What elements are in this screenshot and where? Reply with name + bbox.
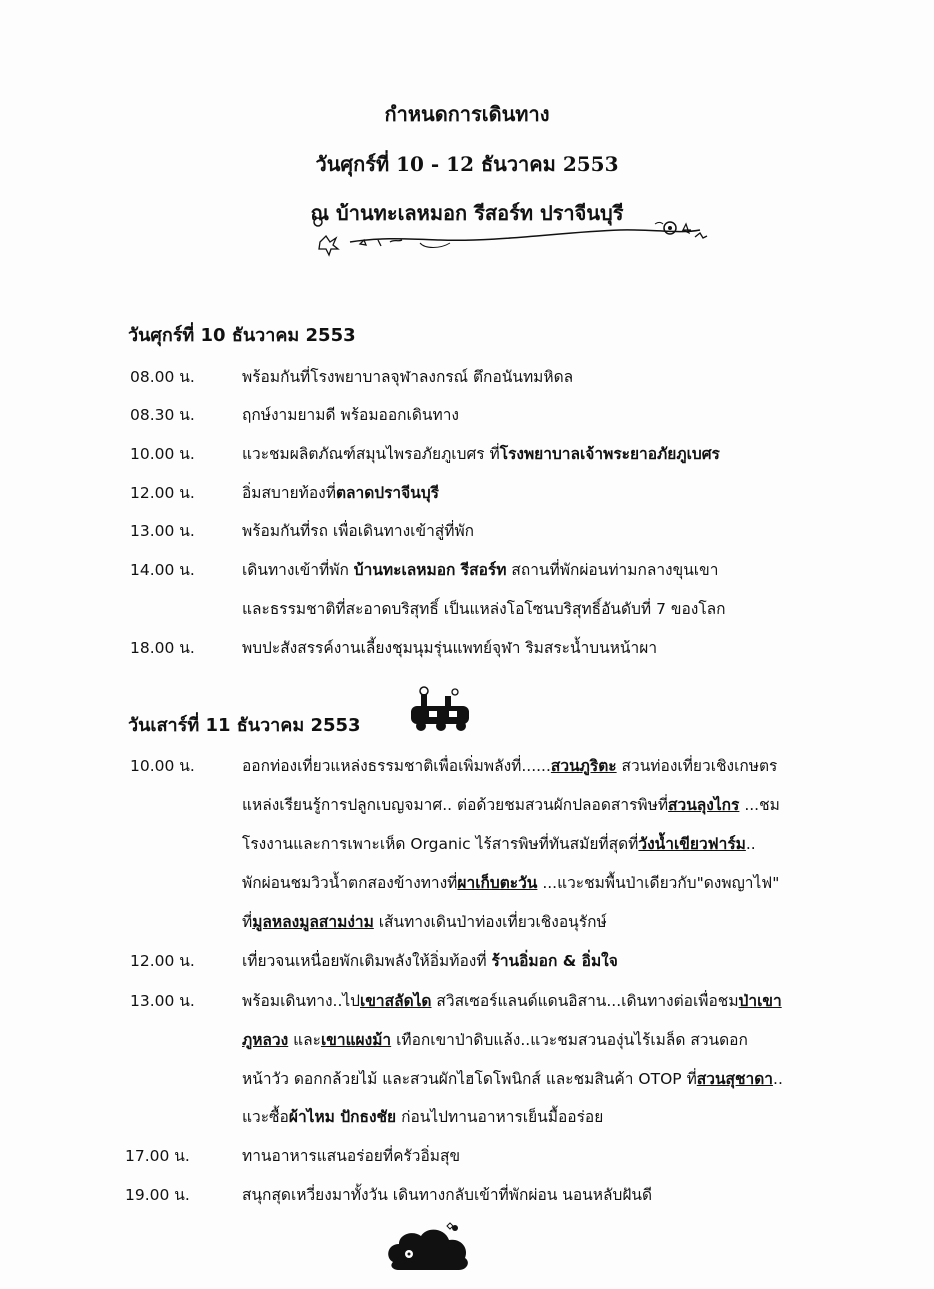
schedule-text: โรงงานและการเพาะเห็ด Organic ไร้สารพิษที่ทันสมัยที่สุดที่วังน้ำเขียวฟาร์ม.. <box>242 835 756 853</box>
schedule-text: และธรรมชาติที่สะอาดบริสุทธิ์ เป็นแหล่งโอโซนบริสุทธิ์อันดับที่ 7 ของโลก <box>242 600 726 618</box>
schedule-text: ฤกษ์งามยามดี พร้อมออกเดินทาง <box>242 406 459 424</box>
schedule-text: พบปะสังสรรค์งานเลี้ยงชุมนุมรุ่นแพทย์จุฬา ริมสระน้ำบนหน้าผา <box>242 639 658 657</box>
schedule-time: 17.00 น. <box>125 1147 190 1165</box>
schedule-text: หน้าวัว ดอกกล้วยไม้ และสวนผักไฮโดโพนิกส์ และชมสินค้า OTOP ที่สวนสุชาดา.. <box>242 1070 783 1088</box>
cartoon-sleeping-cloud-icon <box>385 1222 473 1272</box>
itinerary-dates: วันศุกร์ที่ 10 - 12 ธันวาคม 2553 <box>315 152 619 176</box>
itinerary-venue: ณ บ้านทะเลหมอก รีสอร์ท ปราจีนบุรี <box>310 201 624 225</box>
schedule-time: 10.00 น. <box>130 757 195 775</box>
itinerary-title: กำหนดการเดินทาง <box>384 102 550 126</box>
schedule-text: ภูหลวง และเขาแผงม้า เทือกเขาป่าดิบแล้ง..แวะชมสวนองุ่นไร้เมล็ด สวนดอก <box>242 1031 748 1049</box>
schedule-text: ทานอาหารแสนอร่อยที่ครัวอิ่มสุข <box>242 1147 461 1165</box>
schedule-time: 08.00 น. <box>130 368 195 386</box>
schedule-time: 08.30 น. <box>130 406 195 424</box>
schedule-time: 18.00 น. <box>130 639 195 657</box>
decorative-vine-ornament <box>300 212 740 257</box>
schedule-text: พร้อมกันที่รถ เพื่อเดินทางเข้าสู่ที่พัก <box>242 522 475 540</box>
schedule-text: พักผ่อนชมวิวน้ำตกสองข้างทางที่ผาเก็บตะวัน ...แวะชมพื้นป่าเดียวกับ"ดงพญาไฟ" <box>242 874 780 892</box>
schedule-time: 19.00 น. <box>125 1186 190 1204</box>
schedule-text: พร้อมเดินทาง..ไปเขาสลัดได สวิสเซอร์แลนด์แดนอิสาน...เดินทางต่อเพื่อชมป่าเขา <box>242 992 782 1010</box>
schedule-time: 14.00 น. <box>130 561 195 579</box>
schedule-time: 12.00 น. <box>130 484 195 502</box>
schedule-time: 12.00 น. <box>130 952 195 970</box>
day1-heading: วันศุกร์ที่ 10 ธันวาคม 2553 <box>128 325 356 346</box>
schedule-text: เดินทางเข้าที่พัก บ้านทะเลหมอก รีสอร์ท สถานที่พักผ่อนท่ามกลางขุนเขา <box>242 561 719 579</box>
schedule-time: 13.00 น. <box>130 522 195 540</box>
schedule-text: เที่ยวจนเหนื่อยพักเติมพลังให้อิ่มท้องที่ ร้านอิ่มอก & อิ่มใจ <box>242 952 618 970</box>
schedule-text: แหล่งเรียนรู้การปลูกเบญจมาศ.. ต่อด้วยชมสวนผักปลอดสารพิษที่สวนลุงไกร ...ชม <box>242 796 780 814</box>
schedule-text: แวะซื้อผ้าไหม ปักธงชัย ก่อนไปทานอาหารเย็นมื้ออร่อย <box>242 1108 604 1126</box>
schedule-time: 13.00 น. <box>130 992 195 1010</box>
day2-heading: วันเสาร์ที่ 11 ธันวาคม 2553 <box>128 715 361 736</box>
schedule-text: สนุกสุดเหวี่ยงมาทั้งวัน เดินทางกลับเข้าที่พักผ่อน นอนหลับฝันดี <box>242 1186 653 1204</box>
schedule-text: แวะชมผลิตภัณฑ์สมุนไพรอภัยภูเบศร ที่โรงพยาบาลเจ้าพระยาอภัยภูเบศร <box>242 445 720 463</box>
schedule-text: พร้อมกันที่โรงพยาบาลจุฬาลงกรณ์ ตึกอนันทมหิดล <box>242 368 574 386</box>
schedule-text: อิ่มสบายท้องที่ตลาดปราจีนบุรี <box>242 484 439 502</box>
cartoon-train-icon <box>405 684 477 732</box>
schedule-text: ที่มูลหลงมูลสามง่าม เส้นทางเดินป่าท่องเที่ยวเชิงอนุรักษ์ <box>242 913 607 931</box>
schedule-time: 10.00 น. <box>130 445 195 463</box>
schedule-text: ออกท่องเที่ยวแหล่งธรรมชาติเพื่อเพิ่มพลังที่......สวนภูริตะ สวนท่องเที่ยวเชิงเกษตร <box>242 757 778 775</box>
